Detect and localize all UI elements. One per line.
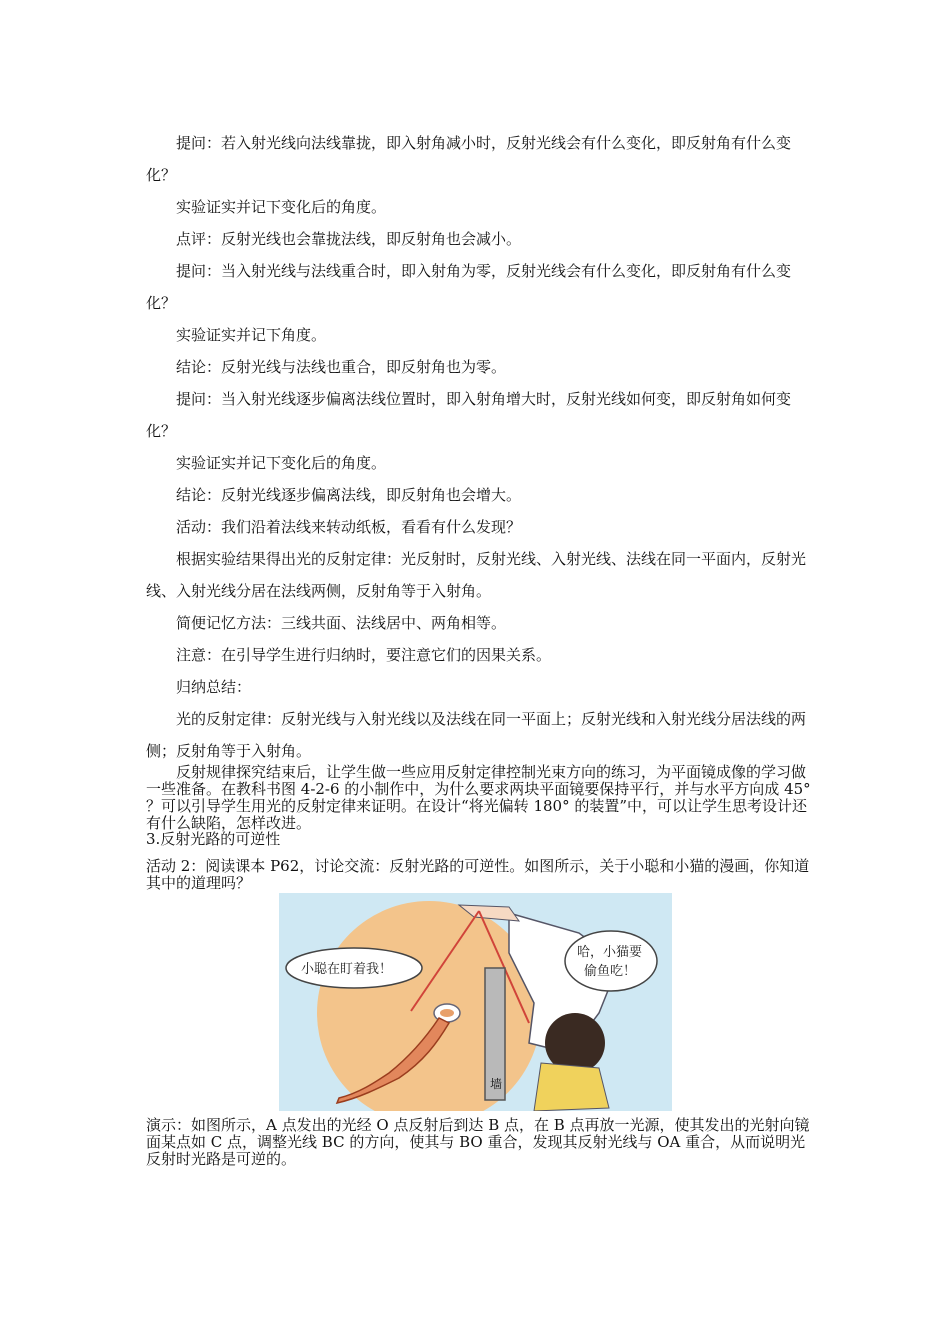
paragraph-application: 反射规律探究结束后，让学生做一些应用反射定律控制光束方向的练习，为平面镜成像的学习做一些准备。在教科书图 4-2-6 的小制作中，为什么要求两块平面镜要保持平行，并与水平方向成 45° ？可以引导学生用光的反射定律来证明。在设计“将光偏转 180° 的装置”中，可以让学生思考设计还有什么缺陷，怎样改进。 [146, 763, 811, 832]
paragraph-activity: 活动：我们沿着法线来转动纸板，看看有什么发现？ [176, 518, 522, 536]
paragraph-question-2: 提问：当入射光线与法线重合时，即入射角为零，反射光线会有什么变化，即反射角有什么变化？ [146, 262, 792, 312]
wall-label: 墙 [490, 1077, 503, 1091]
speech-text-right-1: 哈，小猫要 [577, 945, 643, 960]
paragraph-experiment-2: 实验证实并记下角度。 [176, 326, 327, 344]
paragraph-experiment-3: 实验证实并记下变化后的角度。 [176, 454, 387, 472]
speech-bubble-right [565, 931, 657, 991]
paragraph-demonstration: 演示：如图所示，A 点发出的光经 O 点反射后到达 B 点，在 B 点再放一光源，使其发出的光射向镜面某点如 C 点，调整光线 BC 的方向，使其与 BO 重合，发现其反射光线与 OA 重合，从而说明光反射时光路是可逆的。 [146, 1116, 810, 1168]
paragraph-note: 注意：在引导学生进行归纳时，要注意它们的因果关系。 [176, 646, 552, 664]
paragraph-question-3: 提问：当入射光线逐步偏离法线位置时，即入射角增大时，反射光线如何变，即反射角如何变化？ [146, 390, 792, 440]
paragraph-comment-1: 点评：反射光线也会靠拢法线，即反射角也会减小。 [176, 230, 522, 248]
section-heading-reversibility: 3.反射光路的可逆性 [146, 830, 281, 848]
cartoon-figure [279, 893, 672, 1111]
paragraph-experiment-1: 实验证实并记下变化后的角度。 [176, 198, 387, 216]
paragraph-law-derivation: 根据实验结果得出光的反射定律：光反射时，反射光线、入射光线、法线在同一平面内，反射光线、入射光线分居在法线两侧，反射角等于入射角。 [146, 550, 807, 600]
speech-text-left: 小聪在盯着我！ [301, 962, 393, 977]
paragraph-conclusion-1: 结论：反射光线与法线也重合，即反射角也为零。 [176, 358, 507, 376]
paragraph-question-1: 提问：若入射光线向法线靠拢，即入射角减小时，反射光线会有什么变化，即反射角有什么变化？ [146, 134, 792, 184]
fish [440, 1009, 454, 1017]
paragraph-law-summary: 光的反射定律：反射光线与入射光线以及法线在同一平面上；反射光线和入射光线分居法线的两侧；反射角等于入射角。 [146, 710, 807, 760]
paragraph-memory-method: 简便记忆方法：三线共面、法线居中、两角相等。 [176, 614, 507, 632]
paragraph-summary-heading: 归纳总结： [176, 678, 252, 696]
speech-text-right-2: 偷鱼吃！ [584, 964, 637, 979]
paragraph-activity-2: 活动 2：阅读课本 P62，讨论交流：反射光路的可逆性。如图所示，关于小聪和小猫的漫画，你知道其中的道理吗？ [146, 857, 810, 892]
paragraph-conclusion-2: 结论：反射光线逐步偏离法线，即反射角也会增大。 [176, 486, 522, 504]
